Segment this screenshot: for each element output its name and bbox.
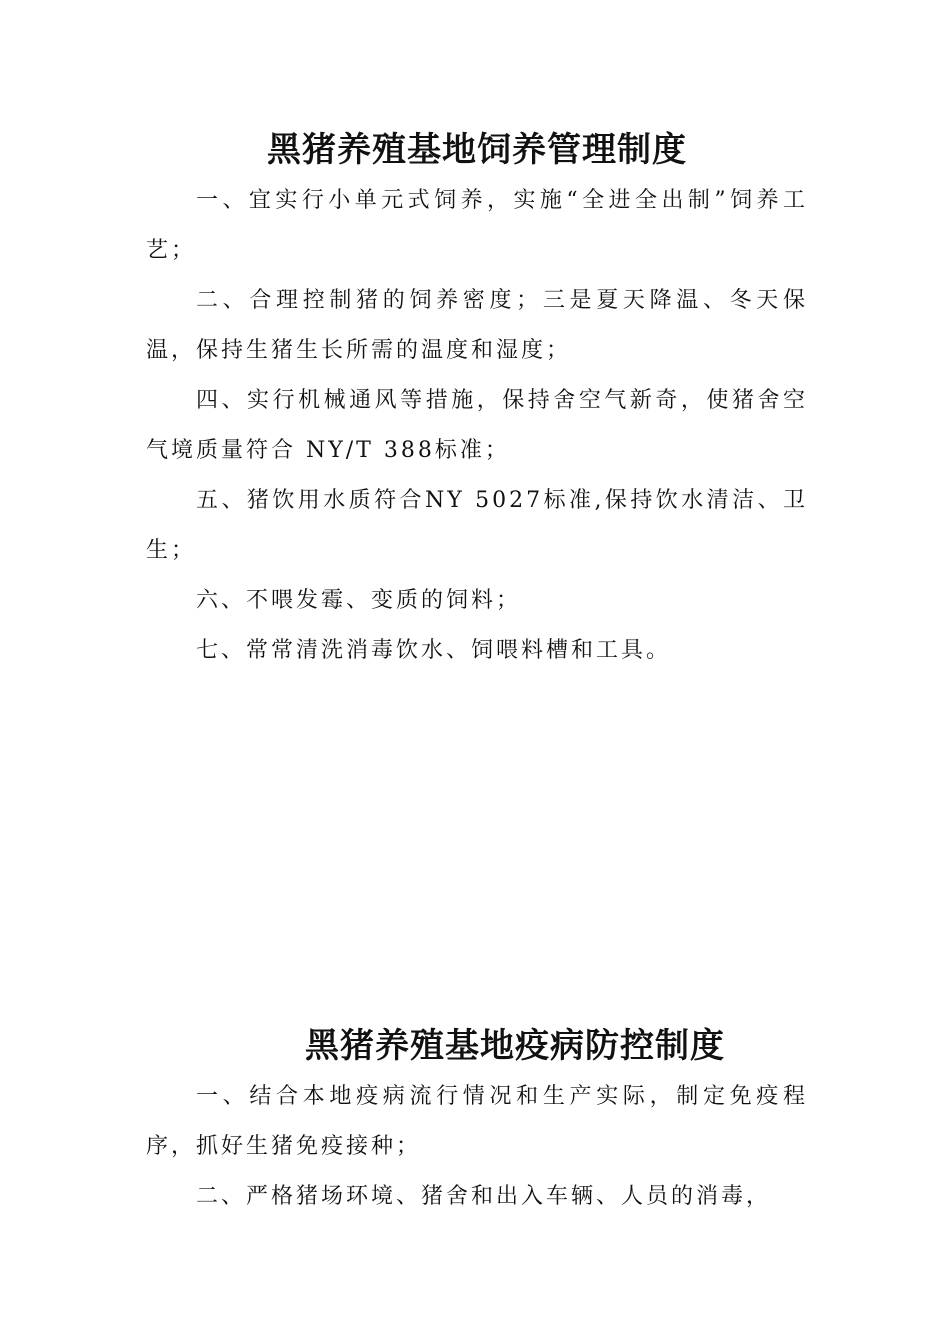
section-title-disease: 黑猪养殖基地疫病防控制度 xyxy=(305,1026,725,1066)
section-title-feeding: 黑猪养殖基地饲养管理制度 xyxy=(267,130,687,170)
paragraph-3: 四、实行机械通风等措施，保持舍空气新奇，使猪舍空气境质量符合 NY/T 388标准； xyxy=(146,388,808,463)
paragraph-4: 五、猪饮用水质符合NY 5027标准,保持饮水清洁、卫生； xyxy=(146,488,808,563)
disease-control-section xyxy=(146,1020,808,1222)
paragraph-1: 一、宜实行小单元式饲养，实施“全进全出制”饲养工艺； xyxy=(146,188,808,263)
paragraph-5: 六、不喂发霉、变质的饲料； xyxy=(196,588,522,613)
feeding-management-section xyxy=(146,124,808,676)
paragraph-6: 七、常常清洗消毒饮水、饲喂料槽和工具。 xyxy=(196,638,672,663)
paragraph-2: 二、严格猪场环境、猪舍和出入车辆、人员的消毒， xyxy=(196,1184,772,1209)
paragraph-2: 二、合理控制猪的饲养密度；三是夏天降温、冬天保温，保持生猪生长所需的温度和湿度； xyxy=(146,288,808,363)
paragraph-1: 一、结合本地疫病流行情况和生产实际，制定免疫程序，抓好生猪免疫接种； xyxy=(146,1084,808,1159)
